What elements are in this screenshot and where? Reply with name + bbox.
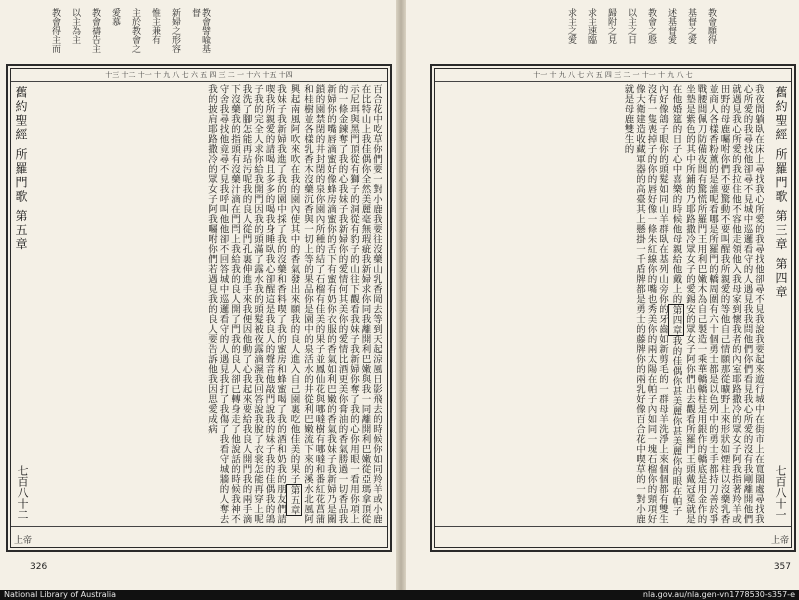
body-column-text: 百合花中吃草你們要一對小鹿我要往沒藥山乳香岡去等到天起涼風日影飛去的時候你如同羚羊或小鹿在比特山上我佳偶你全然美麗毫無瑕疵我新婦求你同我離開利巴嫩與我一同離開利巴嫩從亞瑪拿頂從示尼珥與黑門頂從有獅子的洞從有豹子的山往下觀看我妹子我新婦你奪了我的心你用眼一看用你項上的一條金鍊奪了我的心我妹子我新婦你的愛情何其美你的愛情比酒更美你膏油的香氣勝過一切香品我新婦你的嘴唇滴蜜好像蜂房滴蜜你的舌下有蜜有奶你衣服的香氣如利巴嫩的香氣我妹子我新婦乃是關鎖的園禁閉的井封閉的泉你園內所種的結了石榴有佳美的果子並鳳仙花與哪噠樹有哪噠和番紅花菖蒲和桂樹並各樣乳香木沒藥沉香與一切上等的果品你是園中的泉活水的井從利巴嫩流下來的溪水北風阿興起南風阿吹來吹在我的園內使其中的香氣發出來願我的良人進入自己園裏吃他佳美的果子 <box>288 84 382 524</box>
marginal-note: 惟主兼有 <box>150 8 160 44</box>
library-credit: National Library of Australia <box>4 590 117 599</box>
right-text-frame <box>430 64 796 552</box>
marginal-note: 歸附之見 <box>606 8 616 44</box>
left-marginal-notes <box>50 8 210 58</box>
page-stamp: 357 <box>773 562 791 572</box>
marginal-note: 教會得主而 <box>50 8 60 53</box>
marginal-note: 教會禱告主 <box>90 8 100 53</box>
marginal-note: 以主之日 <box>626 8 636 44</box>
chapter-marker: 第四章 <box>668 304 684 336</box>
imprint-mark: 上帝 <box>770 536 789 546</box>
left-running-title <box>12 86 30 522</box>
right-running-title <box>772 86 790 522</box>
marginal-note: 求主速臨 <box>586 8 596 44</box>
marginal-note: 教會願得 <box>706 8 716 44</box>
marginal-note: 教會譬喩基督 <box>190 8 210 53</box>
marginal-note: 愛慕 <box>110 8 120 26</box>
page-folio: 七百八十一 <box>774 465 787 520</box>
item-identifier: nla.gov.au/nla.gen-vn1778530-s357-e <box>642 590 795 599</box>
bottom-reference-strip <box>435 526 791 547</box>
marginal-note: 求主之愛 <box>566 8 576 44</box>
body-column-text: 我妹子我新婦我進了我的園中採了我的沒藥和香料喫了我的蜜房和蜂蜜喝了我的酒和奶我的朋友們請喫我所親愛的請喝且多多的喝我身睡臥我心卻醒這是我良人的聲音他敲門說我的妹子我的佳偶我的鴿子我的完全人求你給我開門因我的頭滿了露水我的頭髮被夜露滴濕我回答說我脫了衣裳怎能再穿上呢我洗了腳怎能再玷污呢我的良人從門孔裏伸進手來我便因他動了心我起來要給我良人開門我的兩手滴下沒藥我的指頭有沒藥汁滴在門閂上我給我的良人開了門我的良人卻已轉身走了他說話的時候我神不守舍我尋找他竟尋不見我呼叫他他卻不回答城中巡邏看守的人遇見我打了我傷了我看守城牆的人奪去我的披肩耶路撒冷的眾女子阿我囑咐你們若遇見我的良人要告訴他我因思愛成病 <box>206 84 286 524</box>
body-column-text: 我的佳偶你甚美麗你甚美麗你的眼在帕子內好像鴿子眼你的頭髮如同山羊群臥在基列山旁你的牙齒如新剪毛的一群母羊洗淨上來個個都有雙生沒有一隻喪掉子的你的唇好像一條朱紅線你的嘴也秀美你的兩太陽在帕子內如同一塊石榴你的頸項好像大衛建造收藏軍器的高臺其上懸掛一千盾牌都是勇士的藤牌你的兩乳好像百合花中喫草的一對小鹿就是母鹿雙生的 <box>622 84 682 524</box>
running-title-text: 舊約聖經 所羅門歌 第三章 第四章 <box>774 86 788 300</box>
marginal-note: 新婦之形容 <box>170 8 180 53</box>
page-stamp: 326 <box>30 562 48 572</box>
running-title-text: 舊約聖經 所羅門歌 第五章 <box>14 86 28 252</box>
credit-bar <box>0 590 799 600</box>
bottom-reference-strip <box>11 526 387 547</box>
right-body-text <box>440 84 764 524</box>
verse-number-strip: 十一 十 九 八 七 六 五 四 三 二 一 十一 十 九 八 七 <box>435 69 791 82</box>
right-page <box>406 0 799 590</box>
marginal-note: 述基督愛 <box>666 8 676 44</box>
marginal-note: 教會之慇 <box>646 8 656 44</box>
left-body-text <box>38 84 382 524</box>
verse-number-strip: 十三 十二 十一 十 九 八 七 六 五 四 三 二 一 十六 十五 十四 <box>11 69 387 82</box>
book-gutter <box>396 0 406 590</box>
left-text-frame <box>6 64 392 552</box>
chapter-marker: 第五章 <box>286 484 302 516</box>
body-column-text: 我夜間躺臥在床上尋找我心所愛的我尋找他卻尋不見我說我要起來遊行城中在街市上在寬闊處尋找我心所愛的我尋找他卻尋不見城中巡邏看守的人遇見我我問他們你們看見我心所愛的沒有我剛離開他們就遇見我心所愛的我拉住他不容他走領他入我母家到懷我者的內室耶路撒冷的眾女子阿我指著羚羊或田野的母鹿囑咐你們不要驚動不要叫醒我所親愛的等他自己情願那從曠野上來形狀如煙柱以沒藥乳香並商人各樣香粉薰的是誰呢看哪是所羅門的轎周圍有六十個勇士都是以色列中的勇士手都持刀善於爭戰腰間佩刀防備夜間有驚慌所羅門王用利巴嫩木為自己製造一乘華轎轎柱是用銀作的轎底是用金作的坐墊是紫色的其中所鋪的乃耶路撒冷眾女子的愛錫安的眾女子阿你們出去觀看所羅門王頭戴冠冕就是在他婚筵的日子心中喜樂的時候他母親給他戴上的 <box>670 84 764 524</box>
left-page <box>0 0 396 590</box>
imprint-mark: 上帝 <box>14 536 33 546</box>
marginal-note: 基督之愛 <box>686 8 696 44</box>
right-marginal-notes <box>566 8 716 58</box>
marginal-note: 主於教會之 <box>130 8 140 53</box>
page-folio: 七百八十二 <box>16 465 29 520</box>
marginal-note: 以主為主 <box>70 8 80 44</box>
